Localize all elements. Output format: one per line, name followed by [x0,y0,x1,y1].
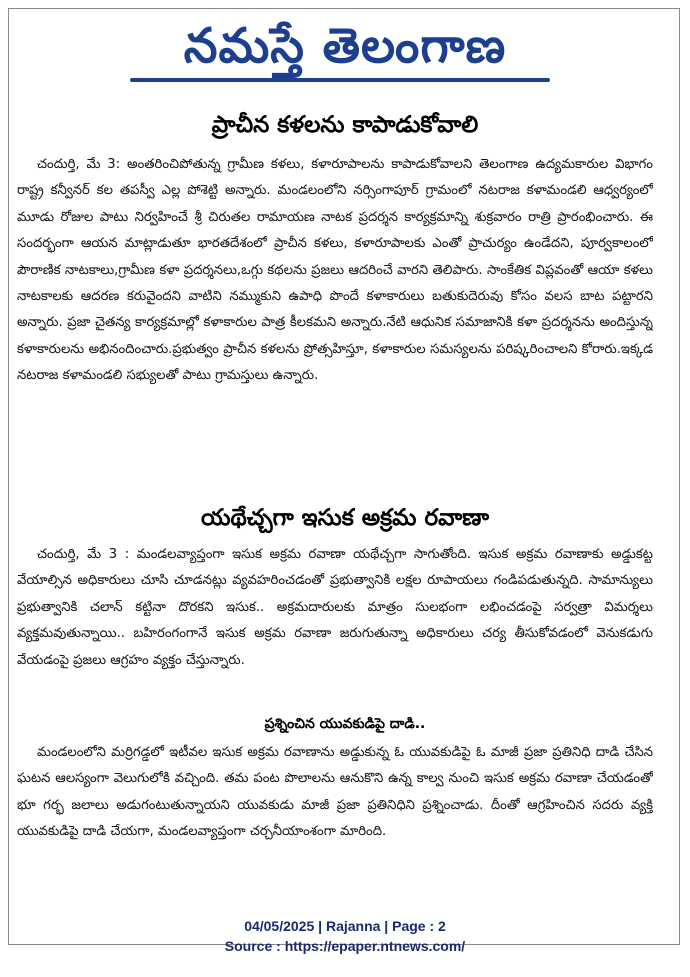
article2-body2 [17,740,653,936]
newspaper-masthead: నమస్తే తెలంగాణ [183,18,507,74]
article2-subheading: ప్రశ్నించిన యువకుడిపై దాడి.. [264,716,426,732]
article1-headline: ప్రాచీన కళలను కాపాడుకోవాలి [211,112,479,138]
article1-body [17,152,653,496]
article1-paragraph: చందుర్తి, మే 3: అంతరించిపోతున్న గ్రామీణ కళలు, కళారూపాలను కాపాడుకోవాలని తెలంగాణ ఉద్యమకారుల విభాగం రాష్ట్ర కన్వీనర్ కల తపస్వీ ఎల్ల పోశెట్టి అన్నారు. మండలంలోని నర్సింగాపూర్ గ్రామంలో నటరాజ కళామండలి ఆధ్వర్యంలో మూడు రోజుల పాటు నిర్వహించే శ్రీ చిరుతల రామాయణ నాటక ప్రదర్శన కార్యక్రమాన్ని శుక్రవారం రాత్రి ప్రారంభించారు. ఈ సందర్భంగా ఆయన మాట్లాడుతూ భారతదేశంలో ప్రాచీన కళలు, కళారూపాలకు ఎంతో ప్రాచుర్యం ఉండేదని, పూర్వకాలంలో పౌరాణిక నాటకాలు,గ్రామీణ కళా ప్రదర్శనలు,ఒగ్గు కథలను ప్రజలు ఆదరించే వారని తెలిపారు. సాంకేతిక విప్లవంతో ఆయా కళలు నాటకాలకు ఆదరణ కరువైందని వాటిని నమ్ముకుని ఉపాధి పొందే కళాకారులు బతుకుదెరువు కోసం వలస బాట పట్టారని అన్నారు. ప్రజా చైతన్య కార్యక్రమాల్లో కళాకారుల పాత్ర కీలకమని అన్నారు.నేటి ఆధునిక సమాజానికి కళా ప్రదర్శనను అందిస్తున్న కళాకారులను అభినందించారు.ప్రభుత్వం ప్రాచీన కళలను ప్రోత్సహిస్తూ, కళాకారుల సమస్యలను పరిష్కరించాలని కోరారు.ఇక్కడ నటరాజ కళామండలి సభ్యులతో పాటు గ్రామస్తులు ఉన్నారు. [17,157,653,384]
article2-paragraph: చందుర్తి, మే 3 : మండలవ్యాప్తంగా ఇసుక అక్రమ రవాణా యథేచ్చగా సాగుతోంది. ఇసుక అక్రమ రవాణాకు అడ్డుకట్ట వేయాల్సిన అధికారులు చూసి చూడనట్లు వ్యవహరించడంతో ప్రభుత్వానికి లక్షల రూపాయలు గండిపడుతున్నది. సామాన్యులు ప్రభుత్వానికి చలాన్ కట్టినా దొరకని ఇసుక.. అక్రమదారులకు మాత్రం సులభంగా లభించడంపై సర్వత్రా విమర్శలు వ్యక్తమవుతున్నాయి.. బహిరంగంగానే ఇసుక అక్రమ రవాణా జరుగుతున్నా అధికారులు చర్య తీసుకోవడంలో వెనుకడుగు వేయడంపై ప్రజలు ఆగ్రహం వ్యక్తం చేస్తున్నారు. [17,547,653,668]
masthead-underline [130,78,550,82]
article2-paragraph2: మండలంలోని మర్రిగడ్డలో ఇటీవల ఇసుక అక్రమ రవాణాను అడ్డుకున్న ఓ యువకుడిపై ఓ మాజీ ప్రజా ప్రతినిధి దాడి చేసిన ఘటన ఆలస్యంగా వెలుగులోకి వచ్చింది. తమ పంట పొలాలను ఆనుకొని ఉన్న కాల్వ నుంచి ఇసుక అక్రమ రవాణా చేయడంతో భూ గర్భ జలాలు అడుగంటుతున్నాయని యువకుడు మాజీ ప్రజా ప్రతినిధిని ప్రశ్నించాడు. దీంతో ఆగ్రహించిన సదరు వ్యక్తి యువకుడిపై దాడి చేయగా, మండలవ్యాప్తంగా చర్చనీయాంశంగా మారింది. [17,745,653,840]
article2-body [17,542,653,714]
footer-date-edition: 04/05/2025 | Rajanna | Page : 2 [244,918,446,934]
footer-source-link[interactable]: Source : https://epaper.ntnews.com/ [224,938,466,954]
article2-headline: యథేచ్చగా ఇసుక అక్రమ రవాణా [200,505,490,531]
